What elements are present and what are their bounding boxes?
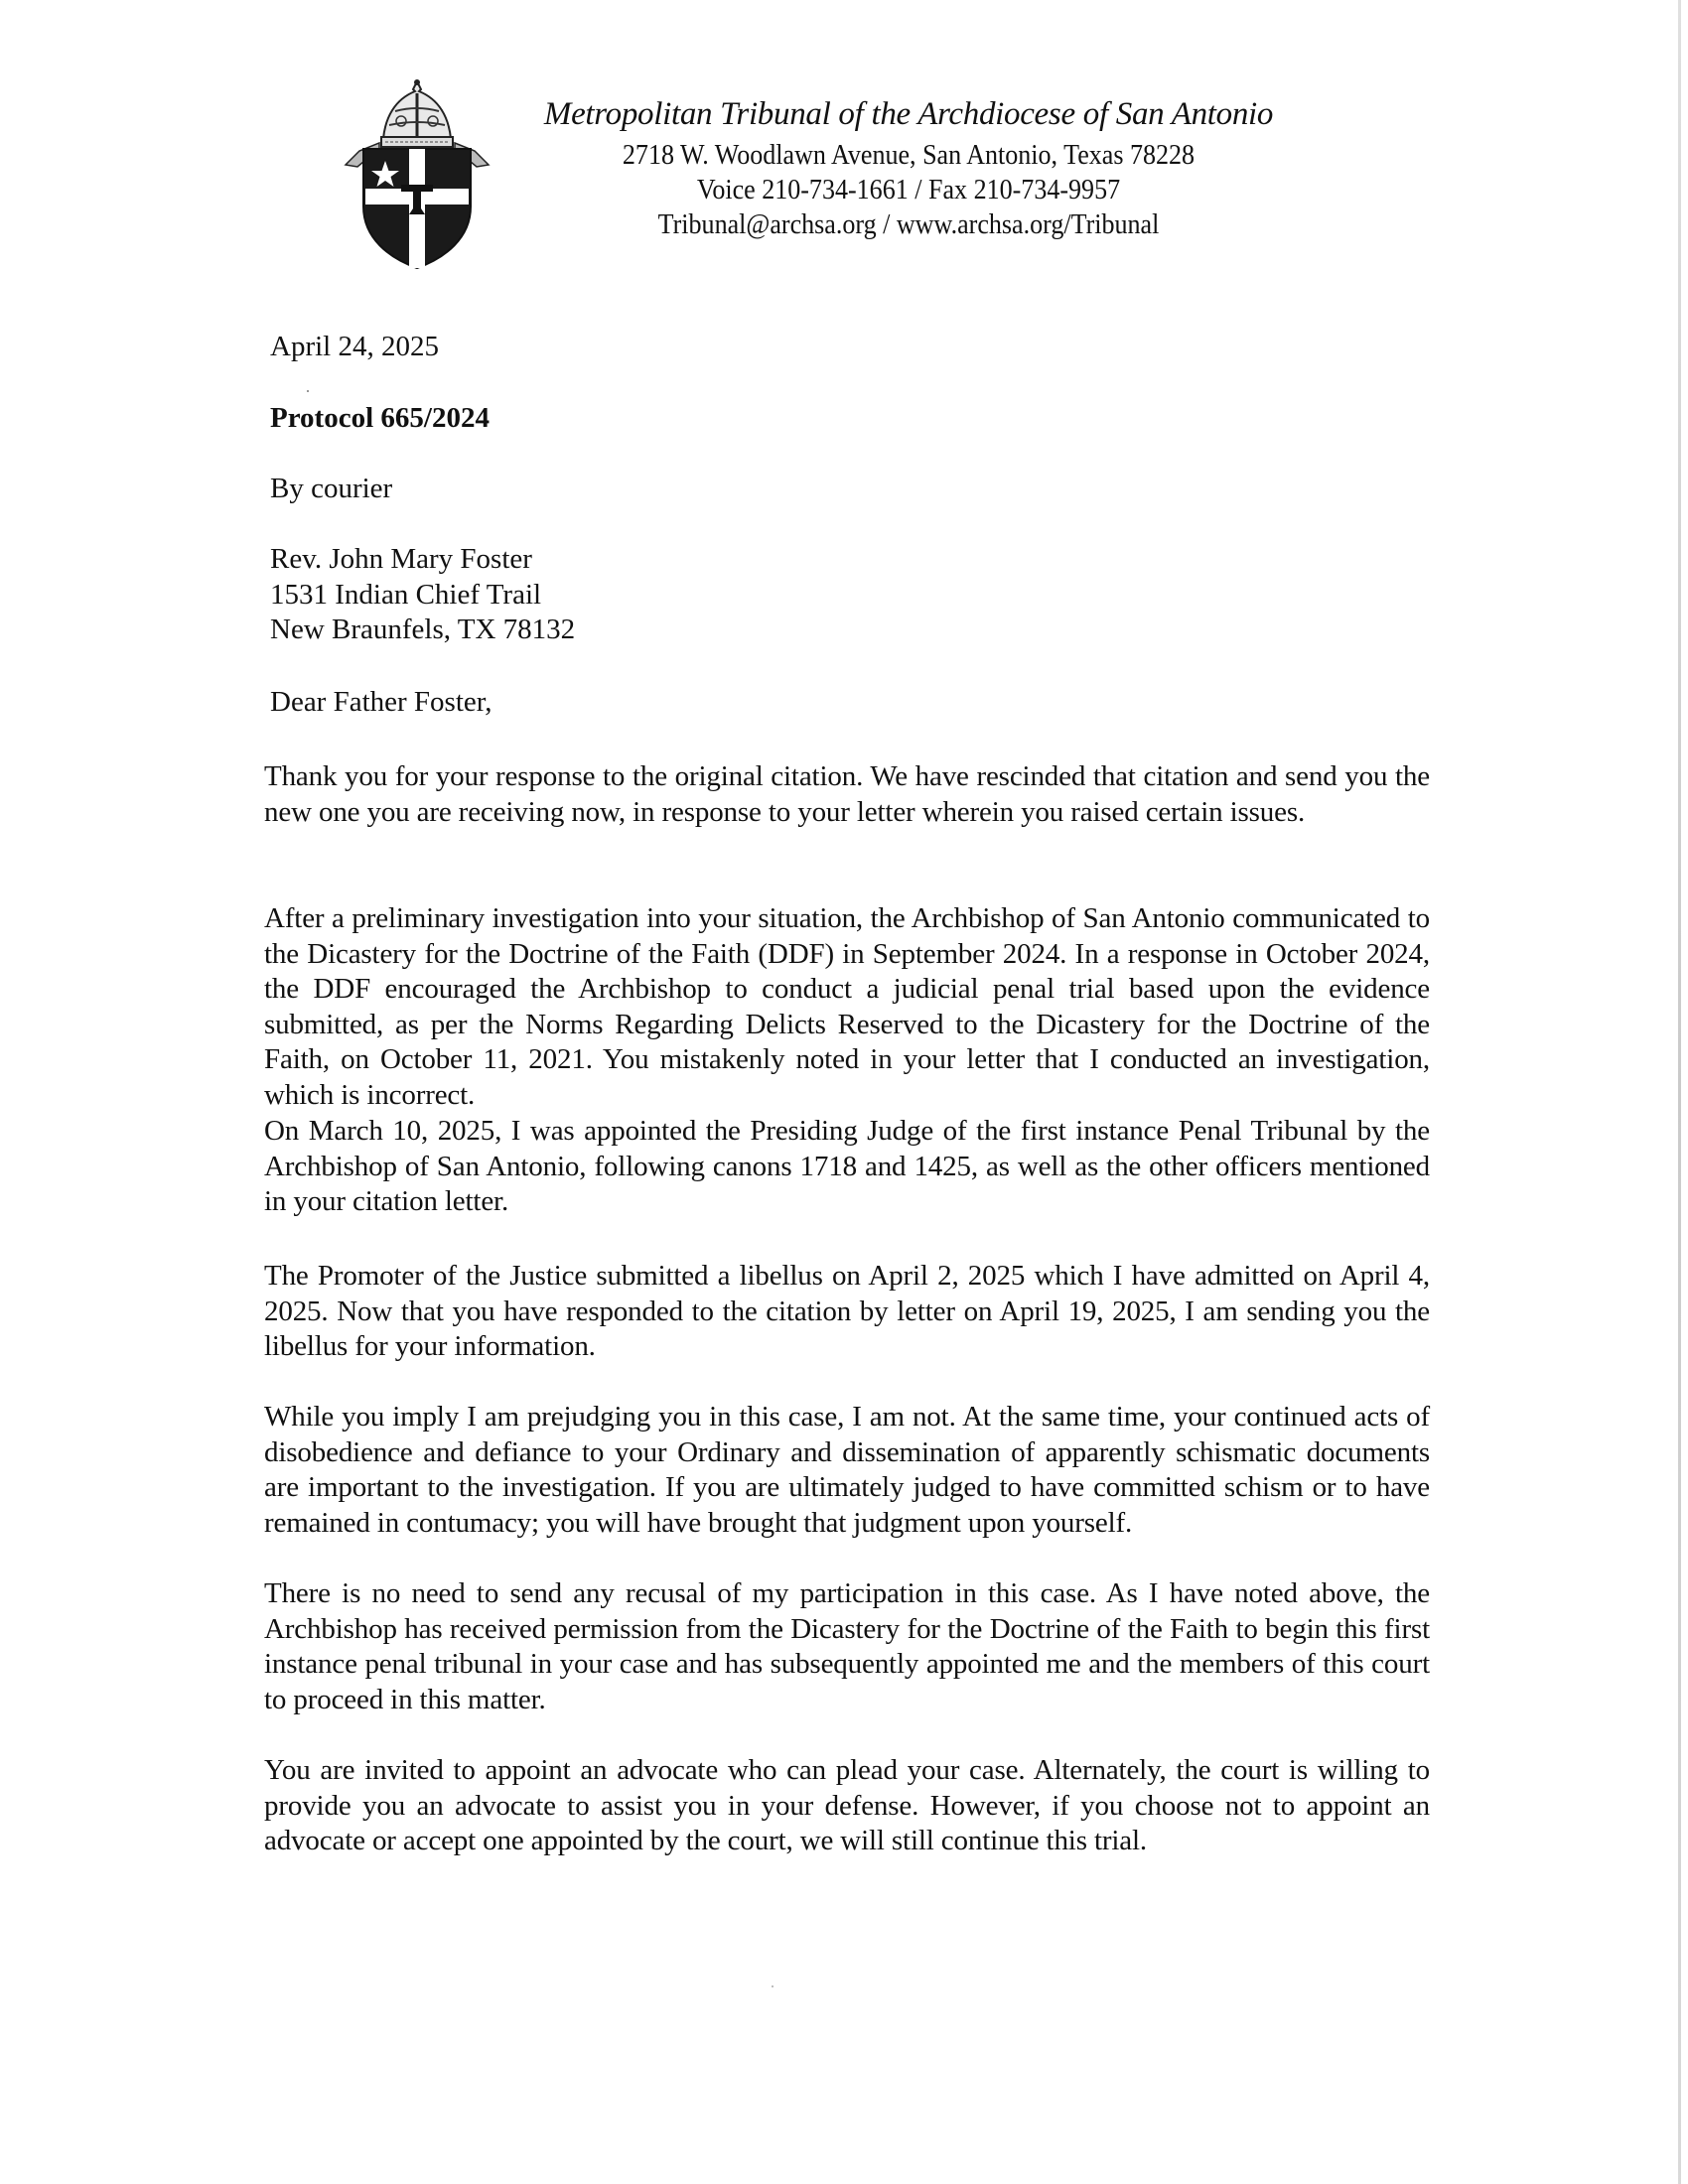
body-paragraph-2: After a preliminary investigation into your situation, the Archbishop of San Antonio communicated to the Dicastery for the Doctrine of the Faith (DDF) in September 2024. In a response in October 2024, the DDF encouraged the Archbishop to conduct a judicial penal trial based upon the evidence submitted, as per the Norms Regarding Delicts Reserved to the Dicastery for the Doctrine of the Faith, on October 11, 2021. You mistakenly noted in your letter that I conducted an investigation, which is incorrect. xyxy=(264,902,1430,1111)
scan-speck xyxy=(307,390,309,392)
body-paragraph-3: On March 10, 2025, I was appointed the Presiding Judge of the first instance Penal Tribunal by the Archbishop of San Antonio, following canons 1718 and 1425, as well as the other officers mentioned in your citation letter. xyxy=(264,1115,1430,1217)
archdiocese-coat-of-arms-icon xyxy=(340,77,494,271)
letter-date: April 24, 2025 xyxy=(270,331,439,362)
recipient-city-state-zip: New Braunfels, TX 78132 xyxy=(270,614,576,645)
letterhead-phone-fax: Voice 210-734-1661 / Fax 210-734-9957 xyxy=(696,175,1121,205)
body-paragraph-1: Thank you for your response to the original citation. We have rescinded that citation and send you the new one you are receiving now, in response to your letter wherein you raised certain issues. xyxy=(264,760,1430,828)
delivery-method: By courier xyxy=(270,473,393,504)
letterhead-address: 2718 W. Woodlawn Avenue, San Antonio, Texas 78228 xyxy=(622,140,1196,171)
recipient-address xyxy=(270,542,575,648)
recipient-street: 1531 Indian Chief Trail xyxy=(270,578,542,611)
protocol-number: Protocol 665/2024 xyxy=(270,402,490,434)
salutation: Dear Father Foster, xyxy=(270,686,492,718)
letterhead-email-website: Tribunal@archsa.org / www.archsa.org/Tribunal xyxy=(657,209,1160,240)
body-paragraph-4: The Promoter of the Justice submitted a libellus on April 2, 2025 which I have admitted on April 4, 2025. Now that you have responded to the citation by letter on April 19, 2025, I am sending you the libellus for your information. xyxy=(264,1260,1430,1362)
scan-speck xyxy=(772,1985,774,1987)
letterhead-title: Metropolitan Tribunal of the Archdiocese of San Antonio xyxy=(543,96,1274,132)
body-paragraph-6: There is no need to send any recusal of my participation in this case. As I have noted above, the Archbishop has received permission from the Dicastery for the Doctrine of the Faith to begin this first instance penal tribunal in your case and has subsequently appointed me and the members of this court to proceed in this matter. xyxy=(264,1577,1430,1715)
body-paragraph-7: You are invited to appoint an advocate who can plead your case. Alternately, the court is willing to provide you an advocate to assist you in your defense. However, if you choose not to appoint an advocate or accept one appointed by the court, we will still continue this trial. xyxy=(264,1754,1430,1856)
scan-edge-line xyxy=(1678,0,1681,2184)
body-paragraph-5: While you imply I am prejudging you in this case, I am not. At the same time, your continued acts of disobedience and defiance to your Ordinary and dissemination of apparently schismatic documents are important to the investigation. If you are ultimately judged to have committed schism or to have remained in contumacy; you will have brought that judgment upon yourself. xyxy=(264,1401,1430,1539)
recipient-name: Rev. John Mary Foster xyxy=(270,543,532,575)
